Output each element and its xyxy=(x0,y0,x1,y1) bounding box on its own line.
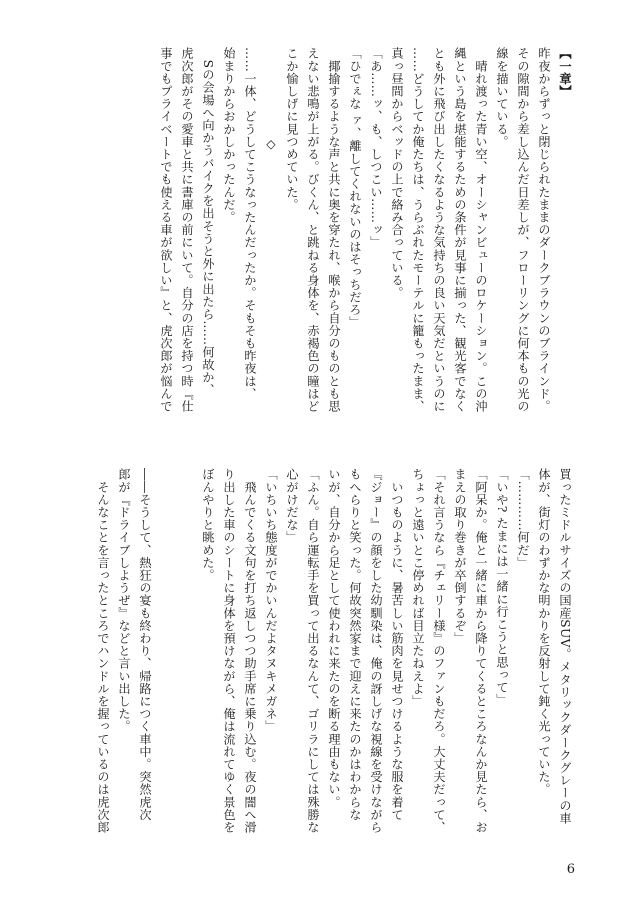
text-line: もへらりと笑った。何故突然家まで迎えに来たのかはわからな xyxy=(348,468,362,821)
text-line: 「あ……ッ、も、しつこい……ッ」 xyxy=(369,47,383,249)
text-line: 昨夜からずっと閉じられたままのダークブラウンのブラインド。 xyxy=(537,47,551,413)
text-line: 縄という島を堪能するための条件が見事に揃った、観光客でなく xyxy=(453,47,467,413)
text-line: 郎が『ドライブしようぜ』などと言い出した。 xyxy=(117,468,131,733)
text-line: 「阿呆か。俺と一緒に車から降りてくるところなんか見たら、お xyxy=(474,468,488,834)
text-line: 虎次郎がその愛車と共に書庫の前にいて。自分の店を持つ時『仕 xyxy=(180,47,194,413)
text-line: 「いちいち態度がでかいんだよタヌキメガネ」 xyxy=(264,468,278,733)
text-line: 体が、街灯のわずかな明かりを反射して鈍く光っていた。 xyxy=(537,468,551,796)
text-line: いつものように、暑苦しい筋肉を見せつけるような服を着て xyxy=(390,468,404,821)
text-line: ――そうして、熱狂の宴も終わり、帰路につく車中。突然虎次 xyxy=(138,468,152,821)
text-line: 真っ昼間からベッドの上で絡み合っている。 xyxy=(390,47,404,299)
lower-text-block xyxy=(92,468,575,868)
text-line: とも外に飛び出したくなるような気持ちの良い天気だというのに xyxy=(432,47,446,413)
text-line: 線を描いている。 xyxy=(495,47,509,148)
text-line: そんなことを言ったところでハンドルを握っているのは虎次郎 xyxy=(96,468,110,834)
text-line: こか愉しげに見つめていた。 xyxy=(285,47,299,211)
text-line: 「…………何だ」 xyxy=(516,468,530,569)
upper-text-block xyxy=(155,47,575,427)
text-line: その隙間から差し込んだ日差しが、フローリングに何本もの光の xyxy=(516,47,530,413)
text-line: 「ひでぇな ァ、離してくれないのはそっちだろ」 xyxy=(348,47,362,329)
text-line: 心がけだな」 xyxy=(285,468,299,544)
text-line: ちょっと遠いとこ停めれば目立たねえよ」 xyxy=(411,468,425,708)
text-line: ぼんやりと眺めた。 xyxy=(201,468,215,582)
text-line: 晴れ渡った青い空、オーシャンビューのロケーション。この沖 xyxy=(474,47,488,413)
text-line: 「それ言うなら『チェリー様』のファンもだろ。大丈夫だって、 xyxy=(432,468,446,834)
text-line: ……一体、どうしてこうなったんだったか。そもそも昨夜は、 xyxy=(243,47,257,400)
text-line: 「ふん。自ら運転手を買って出るなんて、ゴリラにしては殊勝な xyxy=(306,468,320,834)
chapter-heading: 【一章】 xyxy=(558,47,572,98)
scene-break-ornament: ◇ xyxy=(264,137,278,152)
text-line: いが、自分から足として使われに来たのを断る理由もない。 xyxy=(327,468,341,809)
text-line: 揶揄するような声と共に奥を穿たれ、喉から自分のものとも思 xyxy=(327,47,341,413)
text-line: 「いや? たまには一緒に行こうと思って」 xyxy=(495,468,509,707)
text-line: まえの取り巻きが卒倒するぞ」 xyxy=(453,468,467,645)
text-line: 買ったミドルサイズの国産SUV。メタリックダークグレーの車 xyxy=(558,468,572,825)
text-line: Sの会場へ向かうバイクを出そうと外に出たら……何故か、 xyxy=(201,47,215,396)
text-line: 飛んでくる文句を打ち返しつつ助手席に乗り込む。夜の闇へ滑 xyxy=(243,468,257,834)
text-line: り出した車のシートに身体を預けながら、俺は流れてゆく景色を xyxy=(222,468,236,834)
text-line: ……どうしてか俺たちは、うらぶれたモーテルに籠もったまま、 xyxy=(411,47,425,413)
text-line: 始まりからおかしかったんだ。 xyxy=(222,47,236,224)
text-line: 『ジョー』の顔をした幼馴染は、俺の訝しげな視線を受けながら xyxy=(369,468,383,834)
page-number: 6 xyxy=(566,862,575,877)
text-line: えない悲鳴が上がる。びくん、と跳ねる身体を、赤褐色の瞳はど xyxy=(306,47,320,413)
text-line: 事でもプライベートでも使える車が欲しい』と、虎次郎が悩んで xyxy=(159,47,173,413)
